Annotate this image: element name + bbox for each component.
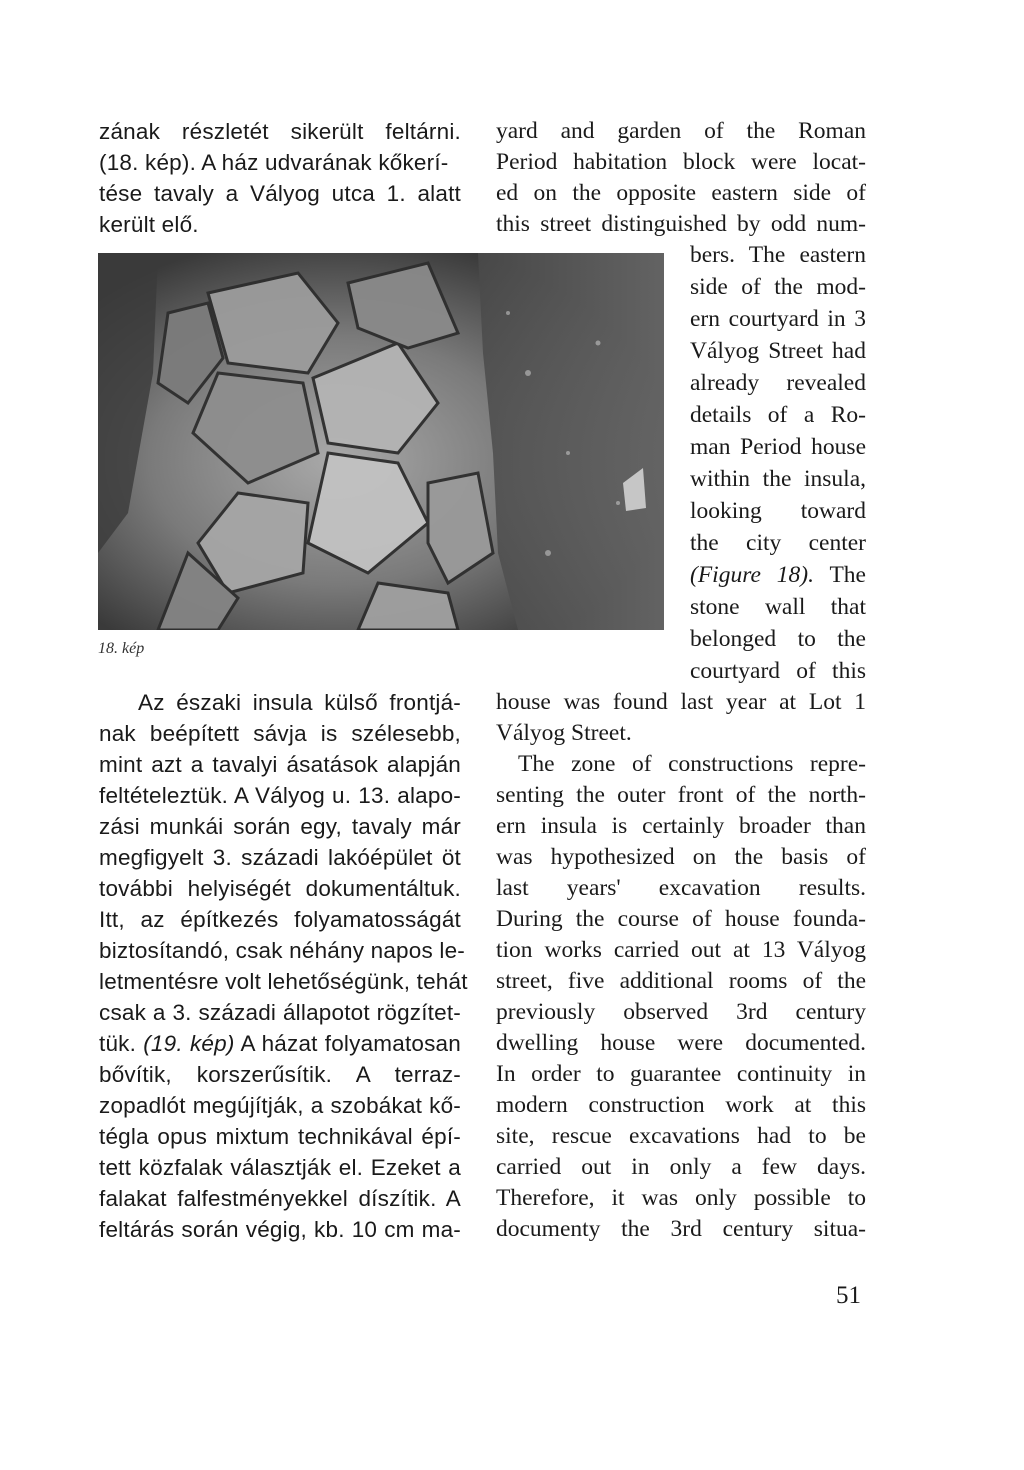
en-text-line: within the insula,	[690, 466, 866, 492]
hu-text-line: tése tavaly a Vályog utca 1. alatt	[99, 181, 461, 206]
en-text-line: bers. The eastern	[690, 242, 866, 268]
hu-text-line: tett közfalak választják el. Ezeket a	[99, 1155, 461, 1180]
en-text-line: tion works carried out at 13 Vályog	[496, 937, 866, 963]
en-text-line: carried out in only a few days.	[496, 1154, 866, 1180]
hu-text-line: tük. (19. kép) A házat folyamatosan	[99, 1031, 461, 1056]
en-text-line: modern construction work at this	[496, 1092, 866, 1118]
hu-text-line: zási munkái során egy, tavaly már	[99, 814, 461, 839]
en-text-line: man Period house	[690, 434, 866, 460]
hu-text-line: mint azt a tavalyi ásatások alapján	[99, 752, 461, 777]
hu-text-line: zopadlót megújítják, a szobákat kő-	[99, 1093, 461, 1118]
en-text-line: ern courtyard in 3	[690, 306, 866, 332]
page-number: 51	[836, 1282, 861, 1309]
en-text-line: courtyard of this	[690, 658, 866, 684]
en-text-line: looking toward	[690, 498, 866, 524]
hu-text-line: további helyiségét dokumentáltuk.	[99, 876, 461, 901]
en-text-line: site, rescue excavations had to be	[496, 1123, 866, 1149]
en-text-line: yard and garden of the Roman	[496, 118, 866, 144]
en-text-line: was hypothesized on the basis of	[496, 844, 866, 870]
hu-text-line: csak a 3. századi állapotot rögzítet-	[99, 1000, 461, 1025]
en-text-line: (Figure 18). The	[690, 562, 866, 588]
figure-caption: 18. kép	[98, 640, 145, 657]
hu-text-line: letmentésre volt lehetőségünk, tehát	[99, 969, 468, 994]
hu-text-line: feltárás során végig, kb. 10 cm ma-	[99, 1217, 461, 1242]
hu-text-line: Az északi insula külső frontjá-	[138, 690, 461, 715]
en-text-line: ern insula is certainly broader than	[496, 813, 866, 839]
en-text-line: The zone of constructions repre-	[518, 751, 866, 777]
en-text-line: this street distinguished by odd num-	[496, 211, 866, 237]
hu-text-line: nak beépített sávja is szélesebb,	[99, 721, 461, 746]
en-text-line: side of the mod-	[690, 274, 866, 300]
en-text-line: street, five additional rooms of the	[496, 968, 866, 994]
en-text-line: documenty the 3rd century situa-	[496, 1216, 866, 1242]
en-text-line: ed on the opposite eastern side of	[496, 180, 866, 206]
excavation-photo	[98, 253, 664, 630]
en-text-line: stone wall that	[690, 594, 866, 620]
en-text-line: details of a Ro-	[690, 402, 866, 428]
en-text-line: In order to guarantee continuity in	[496, 1061, 866, 1087]
en-text-line: During the course of house founda-	[496, 906, 866, 932]
hu-text-line: tégla opus mixtum technikával épí-	[99, 1124, 461, 1149]
hu-text-line: falakat falfestményekkel díszítik. A	[99, 1186, 461, 1211]
en-text-line: the city center	[690, 530, 866, 556]
hu-text-line: megfigyelt 3. századi lakóépület öt	[99, 845, 461, 870]
en-text-line: already revealed	[690, 370, 866, 396]
hu-text-line: Itt, az építkezés folyamatosságát	[99, 907, 461, 932]
en-text-line: last years' excavation results.	[496, 875, 866, 901]
en-text-line: Therefore, it was only possible to	[496, 1185, 866, 1211]
hu-text-line: feltételeztük. A Vályog u. 13. alapo-	[99, 783, 461, 808]
en-text-line: dwelling house were documented.	[496, 1030, 866, 1056]
en-text-line: belonged to the	[690, 626, 866, 652]
hu-text-line: (18. kép). A ház udvarának kőkerí-	[99, 150, 449, 175]
en-text-line: Period habitation block were locat-	[496, 149, 866, 175]
hu-text-line: zának részletét sikerült feltárni.	[99, 119, 461, 144]
en-text-line: Vályog Street had	[690, 338, 866, 364]
hu-text-line: került elő.	[99, 212, 199, 237]
en-text-line: previously observed 3rd century	[496, 999, 866, 1025]
hu-text-line: biztosítandó, csak néhány napos le-	[99, 938, 465, 963]
hu-text-line: bővítik, korszerűsítik. A terraz-	[99, 1062, 461, 1087]
en-text-line: Vályog Street.	[496, 720, 632, 746]
en-text-line: senting the outer front of the north-	[496, 782, 866, 808]
en-text-line: house was found last year at Lot 1	[496, 689, 866, 715]
